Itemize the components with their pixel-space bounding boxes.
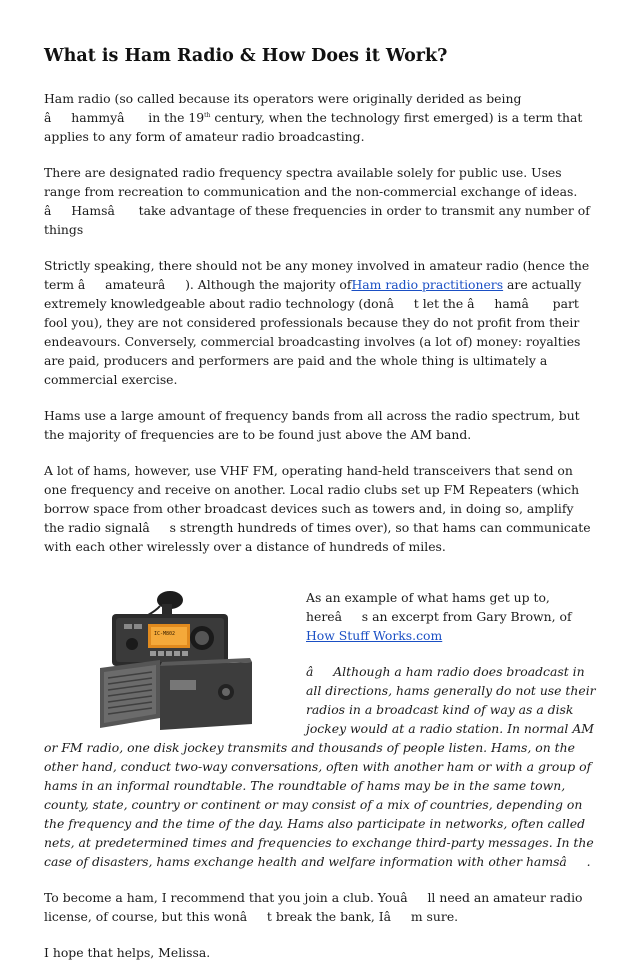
radio-transceiver-icon — [90, 588, 260, 736]
amateur-text-b: are actually extremely knowledgeable about radio technology (donât let the âhamâ part fool you), they are not considered professionals because they do not profit from their endeavours. Conversely, commercial broadcasting involves (a lot of) money: royalties are paid, producers and performers are paid and the whole thing is ultimately a commercial exercise. — [44, 277, 582, 387]
article-title: What is Ham Radio & How Does it Work? — [44, 46, 448, 66]
ham-practitioners-link[interactable]: Ham radio practitioners — [351, 277, 504, 292]
paragraph-signoff: I hope that helps, Melissa. — [44, 945, 211, 960]
radio-display-label: IC-M802 — [154, 631, 176, 637]
paragraph-amateur — [44, 256, 596, 389]
example-text: As an example of what hams get up to, hereâs an excerpt from Gary Brown, of — [306, 590, 572, 624]
excerpt-block — [44, 588, 596, 871]
intro-text-b: century, when the technology first emerged) is a term that applies to any form of amateur radio broadcasting. — [44, 110, 583, 144]
intro-text-a: Ham radio (so called because its operators were originally derided as being âhammyâ in the 19 — [44, 91, 522, 125]
paragraph-vhf: A lot of hams, however, use VHF FM, operating hand-held transceivers that send on one frequency and receive on another. Local radio clubs set up FM Repeaters (which borrow space from other broadcast devices such as towers and, in doing so, amplify the radio signalâs strength hundreds of times over), so that hams can communicate with each other wirelessly over a distance of hundreds of miles. — [44, 463, 591, 554]
paragraph-quote: âAlthough a ham radio does broadcast in all directions, hams generally do not use their radios in a broadcast kind of way as a disk jockey would at a radio station. In normal AM or FM radio, one disk jockey transmits and thousands of people listen. Hams, on the other hand, conduct two-way conversations, often with another ham or with a group of hams in an informal roundtable. The roundtable of hams may be in the same town, county, state, country or continent or may consist of a mix of countries, depending on the frequency and the time of the day. Hams also participate in networks, often called nets, at predetermined times and frequencies to exchange third-party messages. In the case of disasters, hams exchange health and welfare information with other hamsâ. — [44, 664, 596, 869]
document-page — [44, 44, 596, 979]
paragraph-club: To become a ham, I recommend that you join a club. Youâll need an amateur radio license, of course, but this wonât break the bank, Iâm sure. — [44, 890, 583, 924]
superscript-th: th — [204, 111, 211, 119]
paragraph-bands: Hams use a large amount of frequency bands from all across the radio spectrum, but the majority of frequencies are to be found just above the AM band. — [44, 408, 580, 442]
amateur-text-a: Strictly speaking, there should not be any money involved in amateur radio (hence the term âamateurâ). Although the majority of — [44, 258, 590, 292]
paragraph-intro — [44, 89, 596, 146]
ham-radio-image — [90, 588, 260, 736]
paragraph-spectra: There are designated radio frequency spectra available solely for public use. Uses range from recreation to communication and the non-commercial exchange of ideas. âHamsâ take advantage of these frequencies in order to transmit any number of things — [44, 165, 590, 237]
howstuffworks-link[interactable]: How Stuff Works.com — [306, 628, 443, 643]
